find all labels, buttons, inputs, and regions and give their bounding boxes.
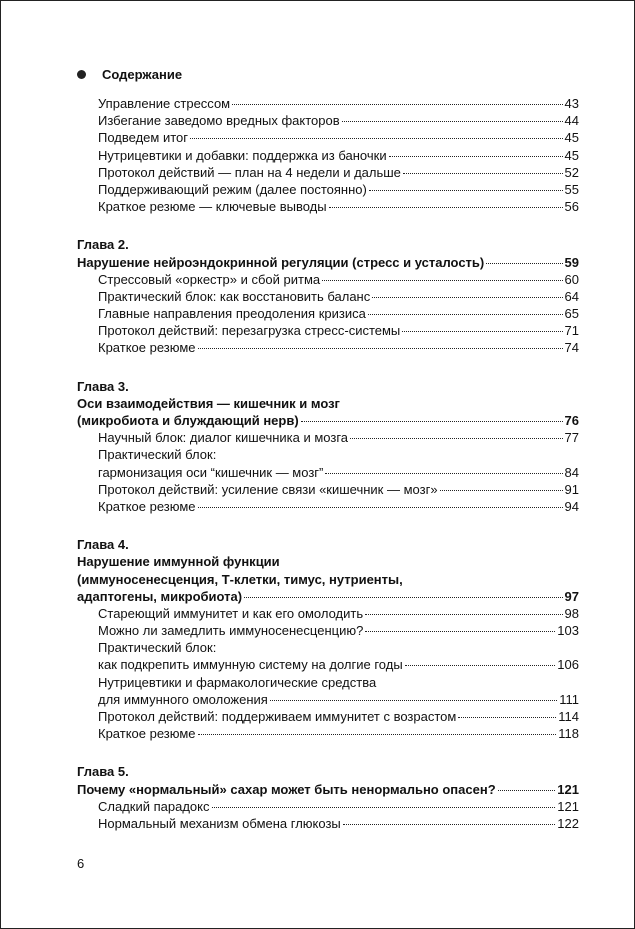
bullet-icon	[77, 70, 86, 79]
entry-title: Краткое резюме	[98, 340, 196, 356]
entry-title: Главные направления преодоления кризиса	[98, 306, 366, 322]
entry-page-number: 114	[558, 709, 579, 724]
entry-title: Можно ли замедлить иммуносенесценцию?	[98, 623, 364, 639]
entry-title: Протокол действий: усиление связи «кишечник — мозг»	[98, 481, 438, 497]
dot-leader	[458, 717, 556, 718]
toc-entry[interactable]	[77, 725, 579, 742]
entry-page-number: 97	[564, 588, 579, 604]
entry-page-number: 60	[564, 271, 579, 287]
entry-page-number: 45	[564, 147, 579, 163]
toc-entry-line: Нутрицевтики и фармакологические средства	[98, 674, 377, 690]
entry-title: Стареющий иммунитет и как его омолодить	[98, 605, 364, 621]
dot-leader	[190, 138, 563, 139]
toc-entry[interactable]	[77, 129, 579, 146]
toc-entry[interactable]	[77, 622, 579, 639]
dot-leader	[365, 614, 562, 615]
toc-entry-line: Практический блок:	[98, 447, 217, 463]
chapter-label: Глава 5.	[77, 764, 129, 780]
section-header	[77, 67, 182, 82]
entry-title: Нормальный механизм обмена глюкозы	[98, 815, 341, 831]
toc-entry[interactable]	[77, 112, 579, 129]
toc-entry[interactable]	[77, 271, 579, 288]
dot-leader	[498, 790, 556, 791]
chapter-label: Глава 3.	[77, 378, 129, 394]
dot-leader	[403, 173, 563, 174]
toc-entry[interactable]	[77, 429, 579, 446]
dot-leader	[301, 421, 563, 422]
toc-entry[interactable]	[77, 147, 579, 164]
entry-page-number: 106	[557, 657, 579, 673]
entry-title: Подведем итог	[98, 130, 188, 146]
entry-title: Краткое резюме	[98, 498, 196, 514]
entry-title: Стрессовый «оркестр» и сбой ритма	[98, 271, 321, 287]
chapter-block	[77, 378, 579, 516]
dot-leader	[198, 507, 563, 508]
dot-leader	[369, 190, 563, 191]
entry-page-number: 59	[564, 254, 579, 270]
entry-page-number: 98	[564, 605, 579, 621]
dot-leader	[350, 438, 563, 439]
section-title: Содержание	[102, 67, 183, 82]
chapter-title-line: Оси взаимодействия — кишечник и мозг	[77, 395, 340, 411]
dot-leader	[244, 597, 562, 598]
dot-leader	[325, 473, 562, 474]
toc-entry[interactable]	[77, 481, 579, 498]
chapter-title[interactable]	[77, 254, 579, 271]
chapter-title[interactable]	[77, 588, 579, 605]
dot-leader	[486, 263, 562, 264]
toc-entry[interactable]	[77, 798, 579, 815]
entry-page-number: 71	[564, 323, 579, 339]
dot-leader	[368, 314, 563, 315]
entry-page-number: 52	[564, 164, 579, 180]
toc-entry[interactable]	[77, 815, 579, 832]
toc-entry[interactable]	[77, 181, 579, 198]
entry-page-number: 45	[564, 130, 579, 146]
entry-page-number: 55	[564, 181, 579, 197]
table-of-contents	[77, 95, 579, 832]
dot-leader	[343, 824, 556, 825]
entry-page-number: 44	[564, 113, 579, 129]
entry-title: Нарушение нейроэндокринной регуляции (стресс и усталость)	[77, 254, 485, 270]
entry-title: Поддерживающий режим (далее постоянно)	[98, 181, 367, 197]
entry-title: (микробиота и блуждающий нерв)	[77, 413, 299, 428]
dot-leader	[402, 331, 562, 332]
chapter-label: Глава 2.	[77, 237, 129, 253]
entry-page-number: 64	[564, 288, 579, 304]
dot-leader	[342, 121, 563, 122]
dot-leader	[372, 297, 562, 298]
dot-leader	[198, 734, 557, 735]
toc-entry[interactable]	[77, 95, 579, 112]
entry-title: как подкрепить иммунную систему на долгие годы	[98, 657, 403, 673]
dot-leader	[198, 348, 563, 349]
dot-leader	[365, 631, 555, 632]
dot-leader	[389, 156, 563, 157]
entry-title: Управление стрессом	[98, 96, 231, 111]
entry-page-number: 91	[564, 481, 579, 497]
chapter-block	[77, 536, 579, 742]
toc-entry[interactable]	[77, 464, 579, 481]
entry-title: Протокол действий — план на 4 недели и дальше	[98, 164, 401, 180]
entry-page-number: 77	[564, 430, 579, 446]
entry-title: Сладкий парадокс	[98, 798, 210, 814]
toc-entry[interactable]	[77, 198, 579, 215]
chapter-block	[77, 236, 579, 356]
page-number: 6	[77, 856, 85, 871]
chapter-title[interactable]	[77, 412, 579, 429]
entry-title: гармонизация оси “кишечник — мозг”	[98, 464, 324, 480]
entry-title: Избегание заведомо вредных факторов	[98, 113, 340, 129]
entry-title: Почему «нормальный» сахар может быть ненормально опасен?	[77, 781, 496, 797]
dot-leader	[329, 207, 563, 208]
entry-page-number: 65	[564, 306, 579, 322]
dot-leader	[322, 280, 562, 281]
toc-entry[interactable]	[77, 164, 579, 181]
entry-page-number: 118	[558, 726, 579, 742]
entry-page-number: 76	[564, 413, 579, 428]
chapter-title-line: (иммуносенесценция, Т-клетки, тимус, нутриенты,	[77, 571, 403, 587]
chapter-title[interactable]	[77, 781, 579, 798]
toc-entry[interactable]	[77, 288, 579, 305]
entry-title: Протокол действий: поддерживаем иммунитет с возрастом	[98, 709, 457, 724]
entry-page-number: 43	[564, 96, 579, 111]
dot-leader	[405, 665, 556, 666]
toc-entry[interactable]	[77, 605, 579, 622]
entry-page-number: 94	[564, 498, 579, 514]
toc-entry-line: Практический блок:	[98, 640, 217, 656]
dot-leader	[440, 490, 563, 491]
entry-title: для иммунного омоложения	[98, 691, 268, 707]
entry-title: адаптогены, микробиота)	[77, 588, 243, 604]
dot-leader	[212, 807, 556, 808]
chapter-label: Глава 4.	[77, 537, 129, 553]
toc-entry[interactable]	[77, 691, 579, 708]
entry-title: Нутрицевтики и добавки: поддержка из баночки	[98, 147, 387, 163]
entry-title: Краткое резюме	[98, 726, 196, 742]
toc-entry[interactable]	[77, 305, 579, 322]
toc-entry[interactable]	[77, 656, 579, 673]
toc-entry[interactable]	[77, 339, 579, 356]
entry-title: Протокол действий: перезагрузка стресс-системы	[98, 323, 401, 339]
entry-page-number: 121	[557, 798, 579, 814]
entry-page-number: 122	[557, 815, 579, 831]
entry-title: Краткое резюме — ключевые выводы	[98, 199, 327, 215]
toc-entry[interactable]	[77, 708, 579, 725]
dot-leader	[232, 104, 562, 105]
entry-page-number: 84	[564, 464, 579, 480]
chapter-block	[77, 763, 579, 832]
entry-page-number: 56	[564, 199, 579, 215]
entry-page-number: 111	[559, 691, 579, 707]
entry-page-number: 103	[557, 623, 579, 639]
entry-page-number: 74	[564, 340, 579, 356]
entry-title: Практический блок: как восстановить баланс	[98, 288, 371, 304]
entry-title: Научный блок: диалог кишечника и мозга	[98, 430, 349, 446]
toc-entry[interactable]	[77, 322, 579, 339]
toc-entry[interactable]	[77, 498, 579, 515]
chapter-title-line: Нарушение иммунной функции	[77, 554, 280, 570]
dot-leader	[270, 700, 557, 701]
entry-page-number: 121	[557, 781, 579, 797]
